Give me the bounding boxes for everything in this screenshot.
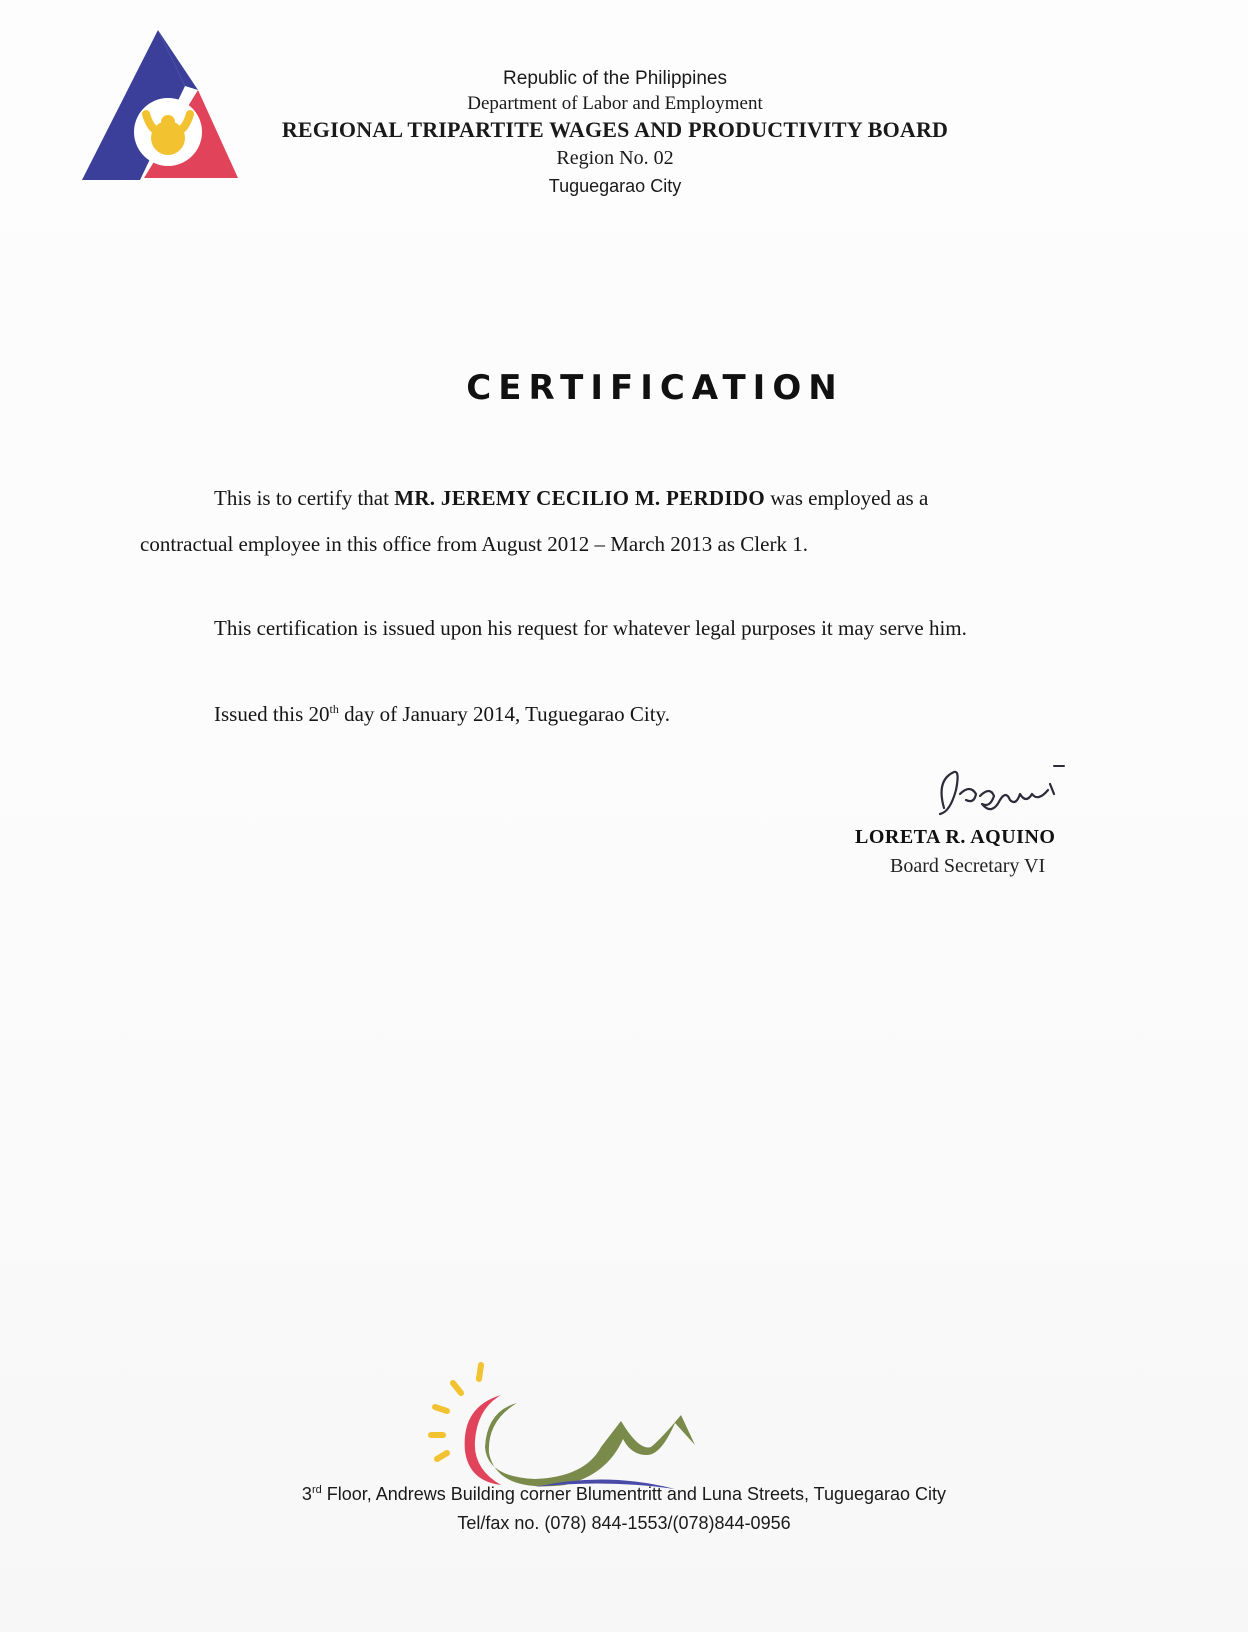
- letterhead: [230, 66, 1000, 200]
- paragraph-1-line-1: [214, 486, 928, 511]
- signatory-name: LORETA R. AQUINO: [855, 826, 1056, 848]
- employee-name: MR. JEREMY CECILIO M. PERDIDO: [394, 486, 765, 510]
- paragraph-1-line-2: contractual employee in this office from August 2012 – March 2013 as Clerk 1.: [140, 532, 808, 556]
- header-region: Region No. 02: [556, 147, 674, 169]
- document-title: CERTIFICATION: [466, 368, 844, 408]
- p3-sup: th: [329, 702, 339, 716]
- header-board: REGIONAL TRIPARTITE WAGES AND PRODUCTIVITY BOARD: [281, 117, 949, 142]
- footer-address: [0, 1484, 1248, 1505]
- addr-after: Floor, Andrews Building corner Blumentritt and Luna Streets, Tuguegarao City: [321, 1484, 947, 1504]
- p1-intro: This is to certify that: [214, 486, 395, 510]
- p1-after: was employed as a: [764, 486, 929, 510]
- addr-sup: rd: [311, 1484, 322, 1496]
- region-02-logo: [425, 1355, 725, 1505]
- p3-after: day of January 2014, Tuguegarao City.: [338, 702, 670, 726]
- header-city: Tuguegarao City: [548, 176, 682, 196]
- paragraph-2: This certification is issued upon his request for whatever legal purposes it may serve him.: [214, 616, 967, 640]
- header-republic: Republic of the Philippines: [503, 68, 727, 89]
- footer-telfax: Tel/fax no. (078) 844-1553/(078)844-0956: [457, 1513, 791, 1533]
- signatory-position: Board Secretary VI: [890, 855, 1046, 877]
- paragraph-3: [214, 702, 670, 727]
- header-department: Department of Labor and Employment: [467, 93, 763, 114]
- p3-before: Issued this 20: [214, 702, 330, 726]
- handwritten-signature: [930, 760, 1070, 820]
- addr-before: 3: [301, 1484, 312, 1504]
